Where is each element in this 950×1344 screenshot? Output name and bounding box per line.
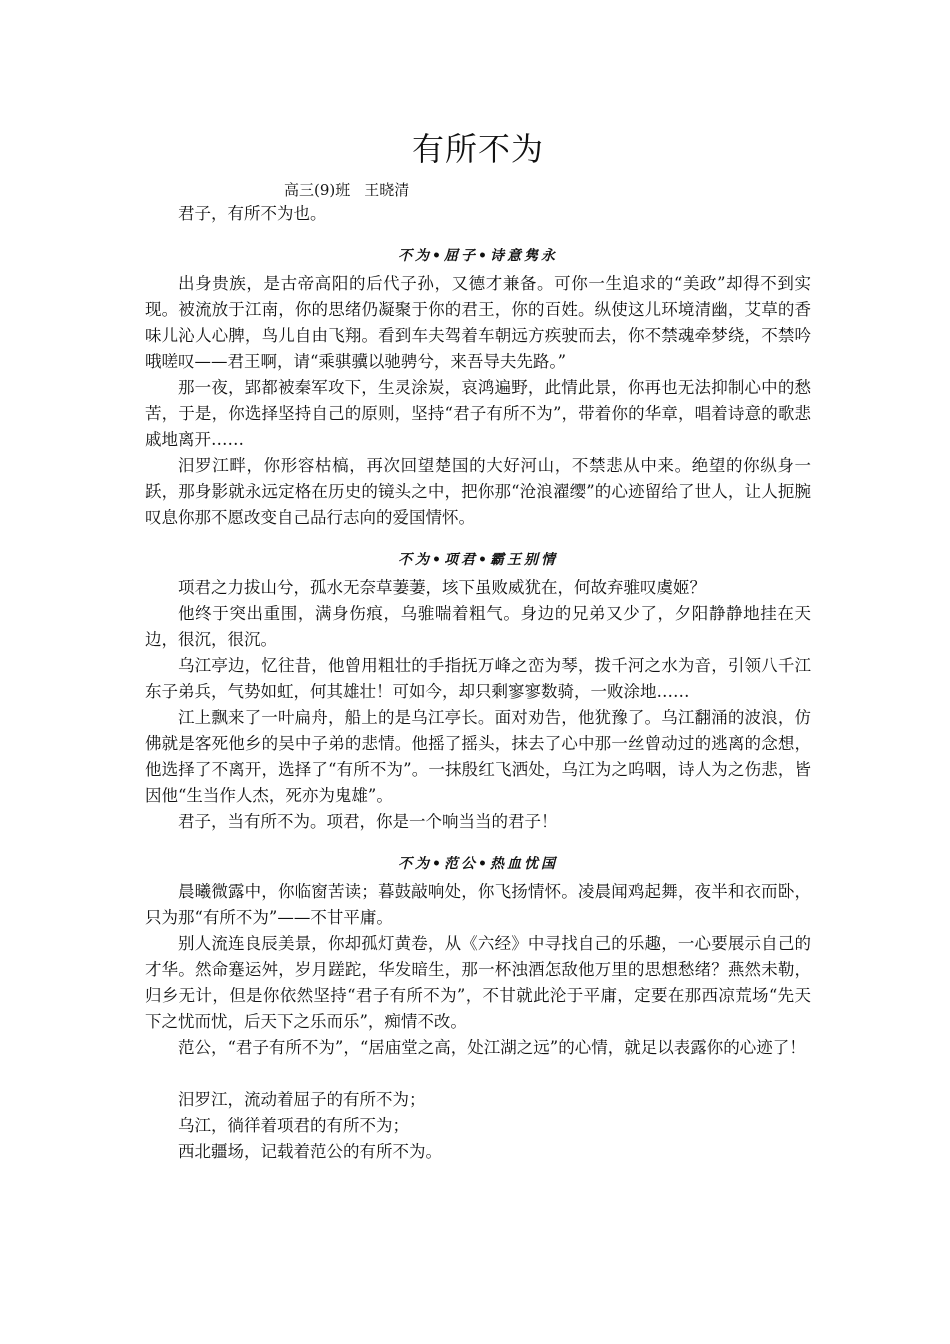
section-quzi	[145, 245, 811, 531]
section-paragraph: 江上飘来了一叶扁舟，船上的是乌江亭长。面对劝告，他犹豫了。乌江翻涌的波浪，仿佛就是客死他乡的吴中子弟的悲情。他摇了摇头，抹去了心中那一丝曾动过的逃离的念想，他选择了不离开，选择了“有所不为”。一抹殷红飞洒处，乌江为之呜咽，诗人为之伤悲，皆因他“生当作人杰，死亦为鬼雄”。	[145, 708, 811, 805]
section-fangong	[145, 853, 811, 1061]
section-paragraph: 别人流连良辰美景，你却孤灯黄卷，从《六经》中寻找自己的乐趣，一心要展示自己的才华。然命蹇运舛，岁月蹉跎，华发暗生，那一杯浊酒怎敌他万里的思想愁绪？燕然未勒，归乡无计，但是你依然坚持“君子有所不为”，不甘就此沦于平庸，定要在那西凉荒场“先天下之忧而忧，后天下之乐而乐”，痴情不改。	[145, 934, 811, 1031]
section-paragraph: 君子，当有所不为。项君，你是一个响当当的君子！	[178, 812, 558, 831]
section-paragraph: 乌江亭边，忆往昔，他曾用粗壮的手指抚万峰之峦为琴，拨千河之水为音，引领八千江东子弟兵，气势如虹，何其雄壮！可如今，却只剩寥寥数骑，一败涂地……	[145, 656, 811, 701]
author-name: 王晓清	[364, 181, 410, 199]
ending-line: 西北疆场，记载着范公的有所不为。	[178, 1142, 442, 1161]
essay-title: 有所不为	[411, 130, 544, 168]
section-paragraph: 汨罗江畔，你形容枯槁，再次回望楚国的大好河山，不禁悲从中来。绝望的你纵身一跃，那身影就永远定格在历史的镜头之中，把你那“沧浪濯缨”的心迹留给了世人，让人扼腕叹息你那不愿改变自己品行志向的爱国情怀。	[145, 456, 811, 527]
section-paragraph: 项君之力拔山兮，孤水无奈草萋萋，垓下虽败威犹在，何故弃骓叹虞姬？	[178, 578, 706, 597]
section-heading: 不为•范公•热血忧国	[398, 856, 558, 872]
section-paragraph: 那一夜，郢都被秦军攻下，生灵涂炭，哀鸿遍野，此情此景，你再也无法抑制心中的愁苦，于是，你选择坚持自己的原则，坚持“君子有所不为”，带着你的华章，唱着诗意的歌悲戚地离开……	[145, 378, 811, 449]
section-xiangjun	[145, 549, 811, 835]
ending-line: 乌江，徜徉着项君的有所不为；	[178, 1116, 409, 1135]
author-class: 高三(9)班	[284, 181, 351, 199]
ending-line: 汨罗江，流动着屈子的有所不为；	[178, 1090, 426, 1109]
essay-ending	[145, 1087, 811, 1165]
section-paragraph: 他终于突出重围，满身伤痕，乌骓喘着粗气。身边的兄弟又少了，夕阳静静地挂在天边，很沉，很沉。	[145, 604, 811, 649]
author-line	[284, 179, 811, 201]
section-paragraph: 范公，“君子有所不为”，“居庙堂之高，处江湖之远”的心情，就足以表露你的心迹了！	[178, 1038, 806, 1057]
section-heading: 不为•屈子•诗意隽永	[398, 248, 558, 264]
opening-line: 君子，有所不为也。	[178, 204, 327, 223]
essay-body	[145, 125, 811, 1165]
spacer	[145, 1061, 811, 1087]
section-paragraph: 出身贵族，是古帝高阳的后代子孙，又德才兼备。可你一生追求的“美政”却得不到实现。被流放于江南，你的思绪仍凝聚于你的君王，你的百姓。纵使这儿环境清幽，艾草的香味儿沁人心脾，鸟儿自由飞翔。看到车夫驾着车朝远方疾驶而去，你不禁魂牵梦绕，不禁吟哦嗟叹——君王啊，请“乘骐骥以驰骋兮，来吾导夫先路。”	[145, 274, 811, 371]
section-heading: 不为•项君•霸王别情	[398, 552, 558, 568]
section-paragraph: 晨曦微露中，你临窗苦读；暮鼓敲响处，你飞扬情怀。凌晨闻鸡起舞，夜半和衣而卧，只为那“有所不为”——不甘平庸。	[145, 882, 811, 927]
